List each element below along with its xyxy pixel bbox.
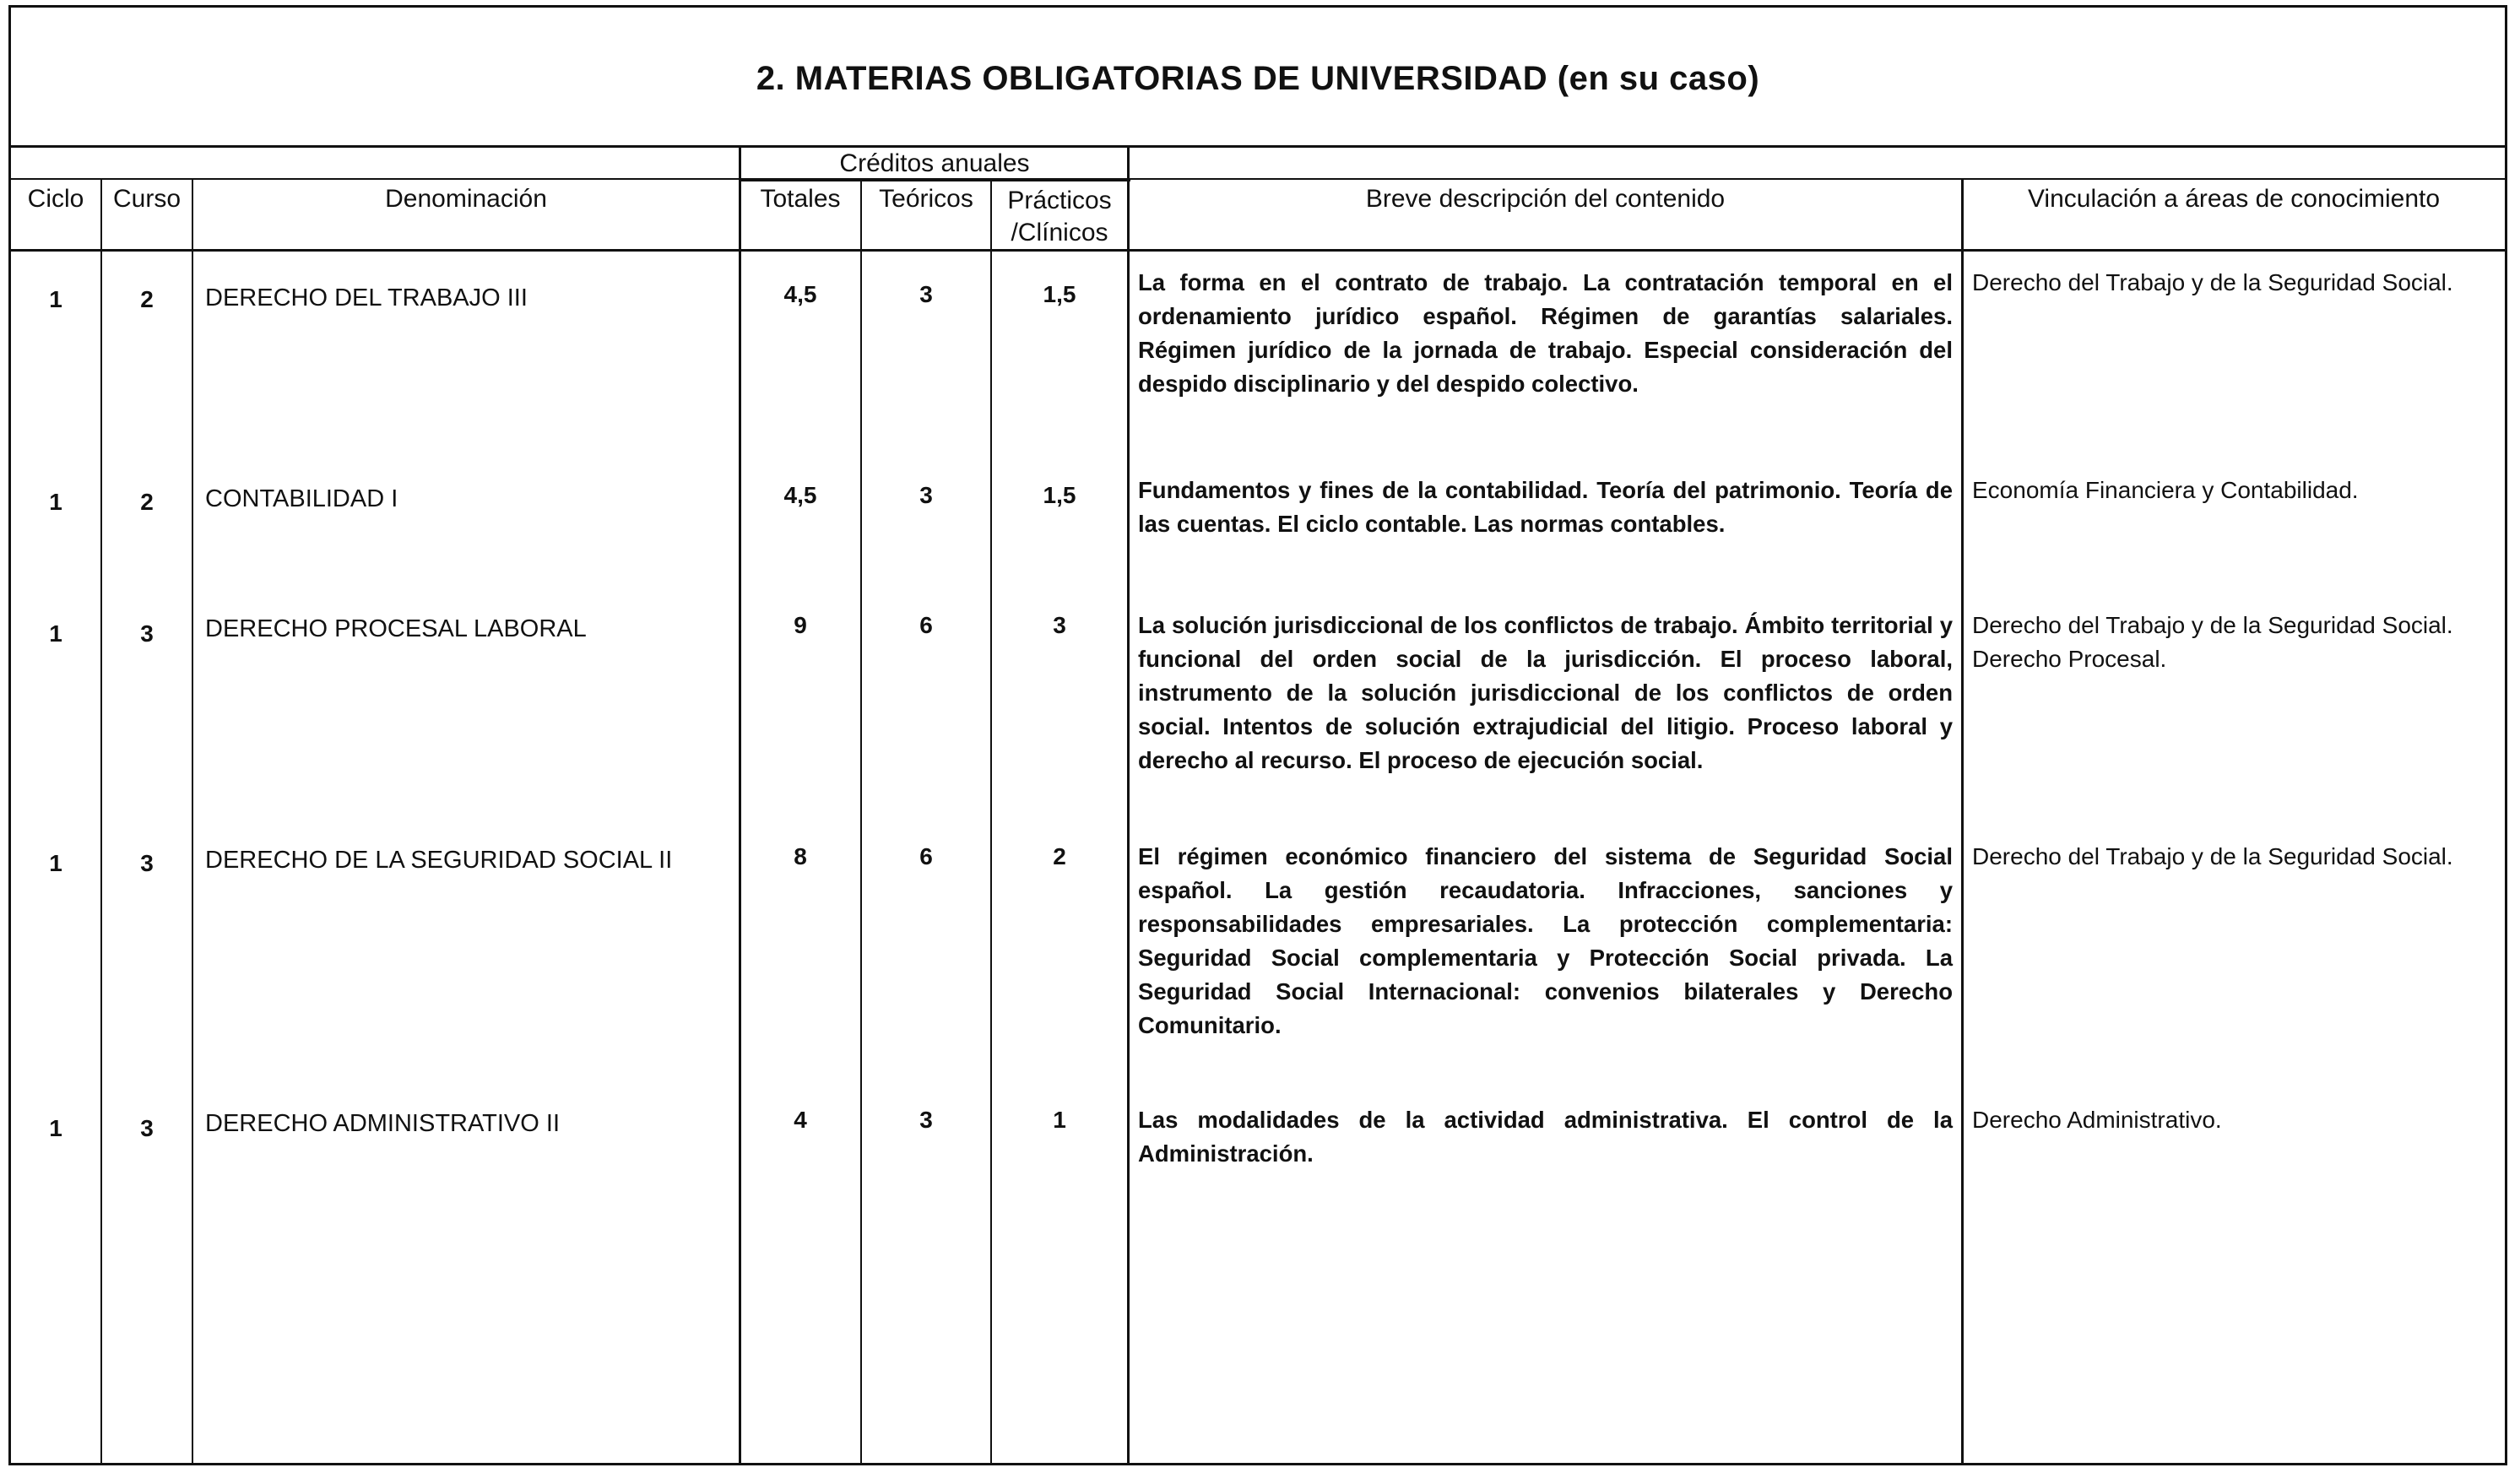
row-2-curso: 2	[140, 489, 154, 515]
col-divider	[100, 178, 102, 1465]
row-2-totales: 4,5	[783, 482, 817, 508]
row-4-totales: 8	[794, 843, 807, 869]
row-2-ciclo: 1	[49, 489, 62, 515]
row-5-denominacion: DERECHO ADMINISTRATIVO II	[205, 1110, 561, 1137]
row-3-vinculacion: Derecho del Trabajo y de la Seguridad Social. Derecho Procesal.	[1972, 612, 2453, 672]
col-divider	[860, 180, 862, 1465]
row-4-ciclo: 1	[49, 850, 62, 876]
row-2-denominacion: CONTABILIDAD I	[205, 485, 398, 512]
row-4-descripcion: El régimen económico financiero del sistema de Seguridad Social español. La gestión recaudatoria. Infracciones, sanciones y responsabilidades empresariales. La protección complementaria: Seguridad Social complementaria y Protección Social privada. La Seguridad Social Internacional: convenios bilaterales y Derecho Comunitario.	[1138, 843, 1953, 1038]
row-2-teoricos: 3	[919, 482, 933, 508]
header-divider	[11, 249, 2505, 252]
row-1-ciclo: 1	[49, 286, 62, 312]
row-5-curso: 3	[140, 1115, 154, 1141]
row-2-descripcion: Fundamentos y fines de la contabilidad. Teoría del patrimonio. Teoría de las cuentas. El ciclo contable. Las normas contables.	[1138, 477, 1953, 537]
header-descripcion: Breve descripción del contenido	[1365, 185, 1726, 213]
row-1-practicos: 1,5	[1043, 281, 1076, 307]
row-4-practicos: 2	[1053, 843, 1066, 869]
row-3-denominacion: DERECHO PROCESAL LABORAL	[205, 615, 587, 642]
row-5-vinculacion: Derecho Administrativo.	[1972, 1107, 2222, 1133]
col-divider	[990, 180, 992, 1465]
row-3-descripcion: La solución jurisdiccional de los conflictos de trabajo. Ámbito territorial y funcional del orden social de la jurisdicción. El proceso laboral, instrumento de la solución jurisdiccional de los conflictos de orden social. Intentos de solución extrajudicial del litigio. Proceso laboral y derecho al recurso. El proceso de ejecución social.	[1138, 612, 1953, 773]
row-1-teoricos: 3	[919, 281, 933, 307]
header-vinculacion: Vinculación a áreas de conocimiento	[2027, 185, 2441, 213]
row-4-vinculacion: Derecho del Trabajo y de la Seguridad Social.	[1972, 843, 2453, 869]
header-totales: Totales	[760, 185, 841, 213]
row-3-practicos: 3	[1053, 612, 1066, 638]
row-2-vinculacion: Economía Financiera y Contabilidad.	[1972, 477, 2359, 503]
row-5-practicos: 1	[1053, 1107, 1066, 1133]
row-3-curso: 3	[140, 620, 154, 647]
creditos-divider	[740, 180, 1130, 181]
row-5-totales: 4	[794, 1107, 807, 1133]
header-divider-group	[11, 178, 2505, 180]
header-creditos-anuales: Créditos anuales	[839, 149, 1030, 177]
header-ciclo: Ciclo	[27, 185, 84, 213]
header-curso: Curso	[112, 185, 182, 213]
row-1-denominacion: DERECHO DEL TRABAJO III	[205, 284, 528, 311]
col-divider	[192, 178, 193, 1465]
document-table	[8, 5, 2507, 1465]
row-5-teoricos: 3	[919, 1107, 933, 1133]
row-5-descripcion: Las modalidades de la actividad administrativa. El control de la Administración.	[1138, 1107, 1953, 1167]
row-4-teoricos: 6	[919, 843, 933, 869]
row-3-teoricos: 6	[919, 612, 933, 638]
row-3-totales: 9	[794, 612, 807, 638]
row-5-ciclo: 1	[49, 1115, 62, 1141]
header-practicos: Prácticos /Clínicos	[1007, 187, 1112, 246]
row-1-totales: 4,5	[783, 281, 817, 307]
page-title: 2. MATERIAS OBLIGATORIAS DE UNIVERSIDAD (en su caso)	[756, 59, 1760, 97]
col-divider	[1961, 178, 1964, 1465]
header-teoricos: Teóricos	[879, 185, 973, 213]
row-1-descripcion: La forma en el contrato de trabajo. La contratación temporal en el ordenamiento jurídico español. Régimen de garantías salariales. Régimen jurídico de la jornada de trabajo. Especial consideración del despido disciplinario y del despido colectivo.	[1138, 269, 1953, 397]
header-denominacion: Denominación	[385, 185, 547, 213]
col-divider	[739, 148, 741, 1465]
row-1-vinculacion: Derecho del Trabajo y de la Seguridad Social.	[1972, 269, 2453, 295]
row-3-ciclo: 1	[49, 620, 62, 647]
row-2-practicos: 1,5	[1043, 482, 1076, 508]
title-divider	[11, 145, 2505, 148]
row-1-curso: 2	[140, 286, 154, 312]
row-4-denominacion: DERECHO DE LA SEGURIDAD SOCIAL II	[205, 847, 673, 874]
row-4-curso: 3	[140, 850, 154, 876]
